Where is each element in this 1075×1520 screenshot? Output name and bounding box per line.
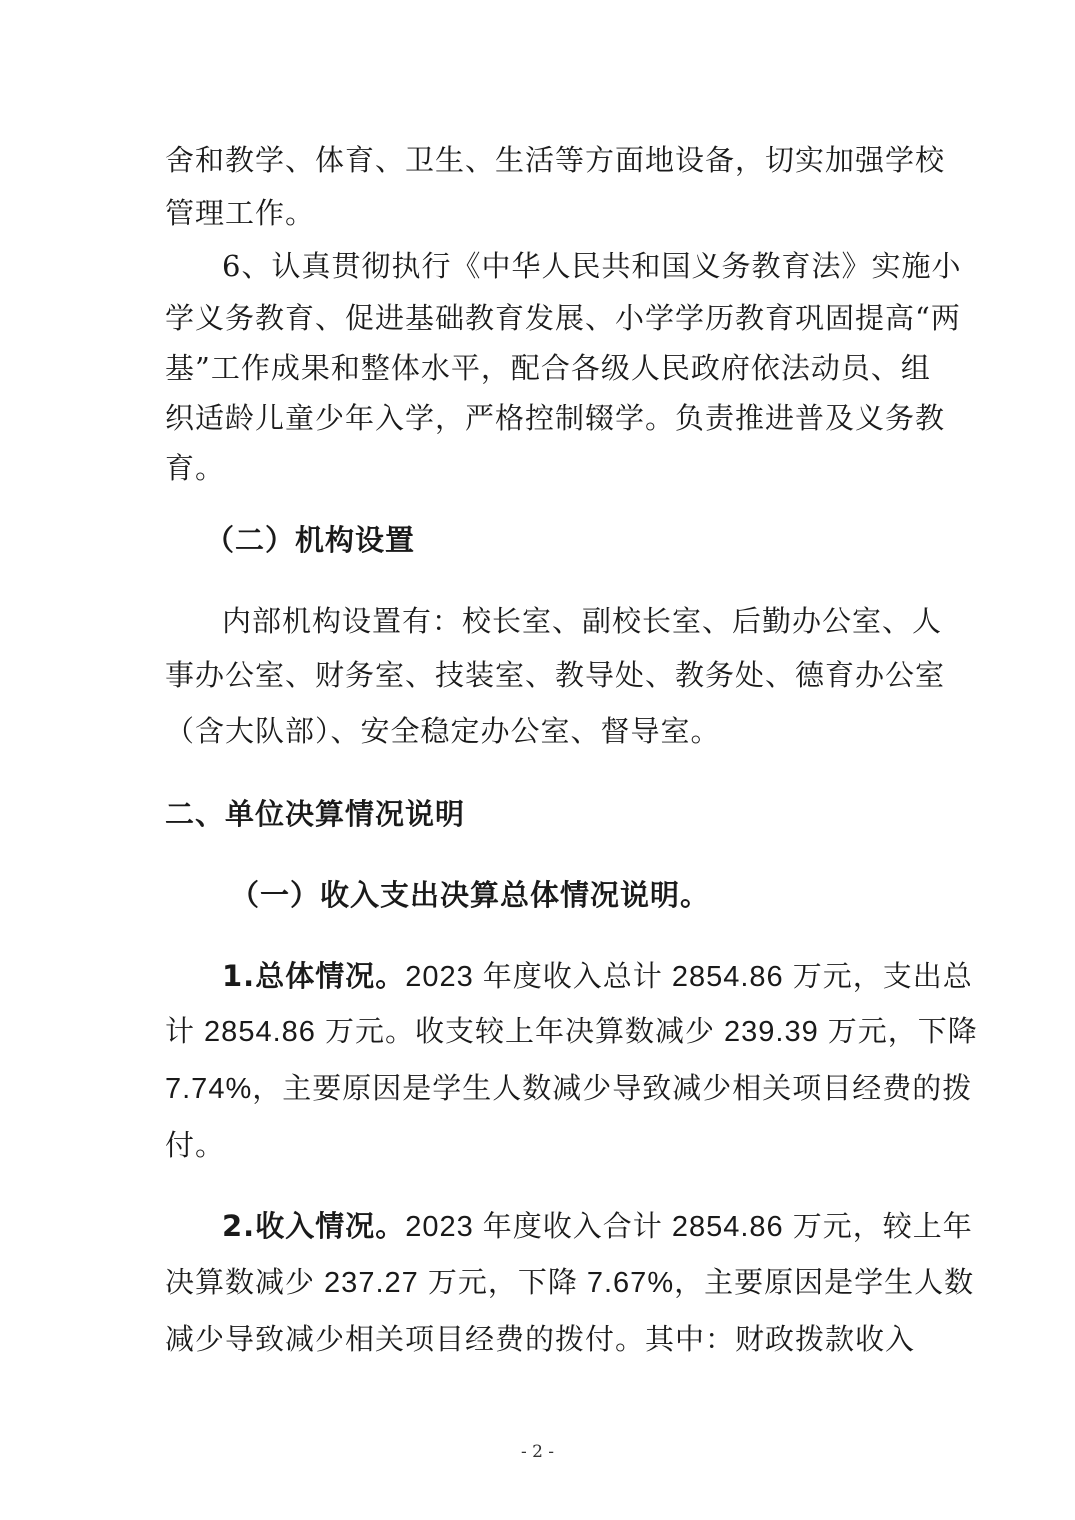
paragraph-line: 计 2854.86 万元。收支较上年决算数减少 239.39 万元，下降 [165, 1016, 978, 1048]
paragraph-line: 织适龄儿童少年入学，严格控制辍学。负责推进普及义务教 [165, 401, 946, 435]
item-label: 2.收入情况。 [222, 1209, 406, 1243]
paragraph-line: 7.74%，主要原因是学生人数减少导致减少相关项目经费的拨 [165, 1073, 973, 1105]
paragraph-line: 学义务教育、促进基础教育发展、小学学历教育巩固提高“两 [165, 301, 961, 335]
item-text: 2023 年度收入总计 2854.86 万元，支出总 [405, 961, 973, 993]
paragraph-line: 内部机构设置有：校长室、副校长室、后勤办公室、人 [222, 604, 943, 638]
chapter-heading: 二、单位决算情况说明 [165, 797, 466, 831]
paragraph-line [222, 958, 973, 995]
paragraph-line: 6、认真贯彻执行《中华人民共和国义务教育法》实施小 [222, 249, 962, 283]
page-number: - 2 - [520, 1442, 555, 1462]
paragraph-line: 事办公室、财务室、技装室、教导处、教务处、德育办公室 [165, 658, 946, 692]
section-heading: （二）机构设置 [205, 523, 416, 557]
paragraph-line: （含大队部）、安全稳定办公室、督导室。 [165, 714, 721, 748]
section-heading: （一）收入支出决算总体情况说明。 [230, 878, 711, 912]
paragraph-line: 决算数减少 237.27 万元，下降 7.67%，主要原因是学生人数 [165, 1267, 975, 1299]
paragraph-line: 付。 [165, 1130, 226, 1162]
item-text: 2023 年度收入合计 2854.86 万元，较上年 [405, 1211, 973, 1243]
paragraph-line: 减少导致减少相关项目经费的拨付。其中：财政拨款收入 [165, 1324, 916, 1356]
item-label: 1.总体情况。 [222, 959, 406, 993]
paragraph-line [222, 1208, 973, 1245]
paragraph-line: 基”工作成果和整体水平，配合各级人民政府依法动员、组 [165, 351, 931, 385]
paragraph-line: 管理工作。 [165, 196, 316, 230]
paragraph-line: 育。 [165, 451, 226, 485]
paragraph-line: 舍和教学、体育、卫生、生活等方面地设备，切实加强学校 [165, 143, 946, 177]
